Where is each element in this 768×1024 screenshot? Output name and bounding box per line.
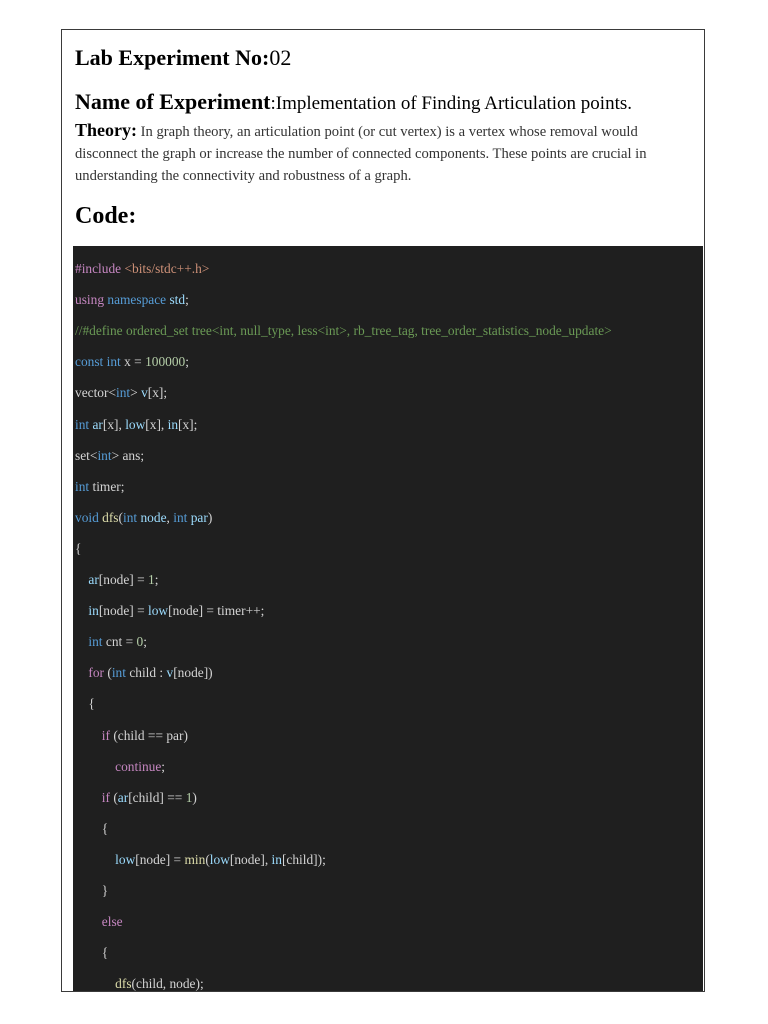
code-line	[75, 944, 108, 962]
theory-label: Theory:	[75, 120, 137, 140]
code-token: (	[107, 665, 112, 681]
code-line	[75, 975, 204, 992]
code-token: for	[88, 665, 108, 681]
code-line	[75, 820, 108, 838]
code-line	[75, 260, 209, 278]
code-token: 100000	[145, 354, 186, 370]
code-token: low	[148, 603, 169, 619]
code-block	[73, 246, 703, 992]
theory-paragraph	[75, 119, 695, 187]
code-line	[75, 571, 158, 589]
code-token: min	[184, 851, 206, 867]
code-line	[75, 851, 326, 869]
code-token: node	[140, 509, 167, 525]
code-token: >	[130, 385, 142, 401]
code-token: (	[113, 789, 118, 805]
code-token: (child, node);	[131, 976, 204, 992]
code-heading: Code:	[75, 203, 137, 229]
code-token: timer;	[92, 478, 125, 494]
code-token: dfs	[102, 509, 119, 525]
code-token: v	[141, 385, 148, 401]
code-token: int	[75, 478, 93, 494]
code-token: set<	[75, 447, 98, 463]
code-token: )	[207, 509, 213, 525]
code-token: in	[271, 851, 282, 867]
code-token: int	[116, 385, 131, 401]
code-token: low	[115, 851, 136, 867]
code-line	[75, 416, 197, 434]
code-line	[75, 882, 108, 900]
code-line	[75, 633, 147, 651]
code-token: (child == par)	[113, 727, 188, 743]
code-line	[75, 291, 189, 309]
code-token: in	[167, 416, 179, 432]
code-token: [node] =	[98, 603, 149, 619]
code-token	[75, 790, 102, 805]
code-token	[75, 603, 88, 618]
code-token: int	[173, 509, 191, 525]
code-token	[75, 665, 88, 680]
code-token: //#define ordered_set tree<int, null_type, less<int>, rb_tree_tag, tree_order_statistics_node_update>	[75, 323, 612, 339]
code-token: using	[75, 292, 108, 308]
code-token: ;	[185, 354, 189, 370]
code-token: [node] =	[98, 572, 148, 587]
code-token: [node] = timer++;	[168, 603, 265, 619]
code-line	[75, 509, 212, 527]
code-token: [x];	[147, 385, 168, 401]
code-token: [child] ==	[128, 789, 186, 805]
code-line	[75, 478, 124, 496]
code-token: int	[123, 509, 141, 525]
code-line	[75, 695, 95, 713]
code-token: #include	[75, 261, 125, 276]
code-token	[75, 976, 115, 991]
code-token: 0	[136, 634, 144, 650]
code-line	[75, 602, 264, 620]
code-token: if	[101, 727, 114, 743]
code-token	[75, 572, 88, 587]
code-line	[75, 540, 81, 558]
code-line	[75, 727, 188, 745]
code-token: [x],	[102, 416, 126, 432]
code-token: [node] =	[135, 851, 185, 867]
code-token: {	[75, 945, 109, 961]
code-token: par	[190, 509, 208, 525]
code-token: std	[169, 292, 186, 308]
code-token: child :	[129, 665, 167, 681]
code-token: ar	[92, 416, 103, 432]
code-token: ;	[143, 634, 147, 650]
code-token	[75, 914, 102, 929]
code-token: int	[97, 447, 112, 463]
code-token: 1	[148, 572, 155, 587]
code-token: [node])	[173, 665, 213, 681]
code-token: ar	[88, 572, 99, 587]
code-token	[75, 852, 115, 867]
code-token: [node],	[229, 851, 272, 867]
code-token: [child]);	[281, 851, 326, 867]
code-line	[75, 353, 189, 371]
code-token: [x];	[178, 416, 198, 432]
code-line	[75, 322, 612, 340]
code-token: low	[209, 851, 230, 867]
experiment-name	[75, 87, 632, 119]
code-token: vector<	[75, 385, 117, 401]
code-line	[75, 789, 197, 807]
code-token	[75, 634, 88, 649]
code-token: dfs	[115, 976, 132, 992]
code-line	[75, 384, 167, 402]
code-token: int	[111, 665, 130, 681]
code-token: (	[205, 851, 210, 867]
code-token: cnt =	[105, 634, 137, 650]
code-token: else	[101, 914, 123, 930]
code-line	[75, 758, 165, 776]
experiment-name-value: :Implementation of Finding Articulation points.	[270, 93, 633, 114]
code-token: int	[75, 416, 93, 432]
code-token: ,	[166, 509, 174, 525]
code-token: {	[75, 696, 95, 712]
code-token: int	[88, 634, 106, 650]
lab-experiment-label: Lab Experiment No:	[75, 45, 270, 70]
code-token: v	[166, 665, 174, 681]
code-token: }	[75, 883, 109, 898]
code-token: low	[125, 416, 146, 432]
code-token	[75, 728, 102, 743]
code-token: if	[101, 789, 114, 805]
lab-experiment-value: 02	[269, 45, 292, 70]
experiment-name-label: Name of Experiment	[75, 89, 271, 114]
code-token: int	[106, 354, 125, 370]
code-token: ;	[185, 292, 189, 308]
document-page	[61, 29, 705, 992]
code-token: const	[75, 354, 107, 370]
code-token: [x],	[145, 416, 168, 432]
theory-text: In graph theory, an articulation point (or cut vertex) is a vertex whose removal would disconnect the graph or increase the number of connected components. These points are crucial in understanding the connectivity and robustness of a graph.	[75, 124, 647, 184]
code-token: x =	[124, 354, 146, 370]
code-token: )	[192, 789, 197, 805]
code-token: ;	[161, 758, 166, 774]
code-token: continue	[115, 758, 162, 774]
lab-experiment-number	[75, 43, 291, 73]
code-line	[75, 447, 144, 465]
code-token: ar	[117, 789, 129, 805]
code-token: namespace	[107, 292, 170, 308]
code-token: ;	[154, 572, 159, 587]
code-token: 1	[185, 789, 193, 805]
code-token	[75, 759, 115, 774]
code-token: > ans;	[111, 447, 145, 463]
code-line	[75, 664, 213, 682]
code-token: void	[75, 509, 103, 525]
code-token: in	[88, 603, 99, 619]
code-token: {	[75, 820, 109, 836]
code-token: {	[75, 540, 82, 556]
code-token: (	[118, 509, 123, 525]
code-token: <bits/stdc++.h>	[124, 261, 210, 276]
code-line	[75, 913, 123, 931]
